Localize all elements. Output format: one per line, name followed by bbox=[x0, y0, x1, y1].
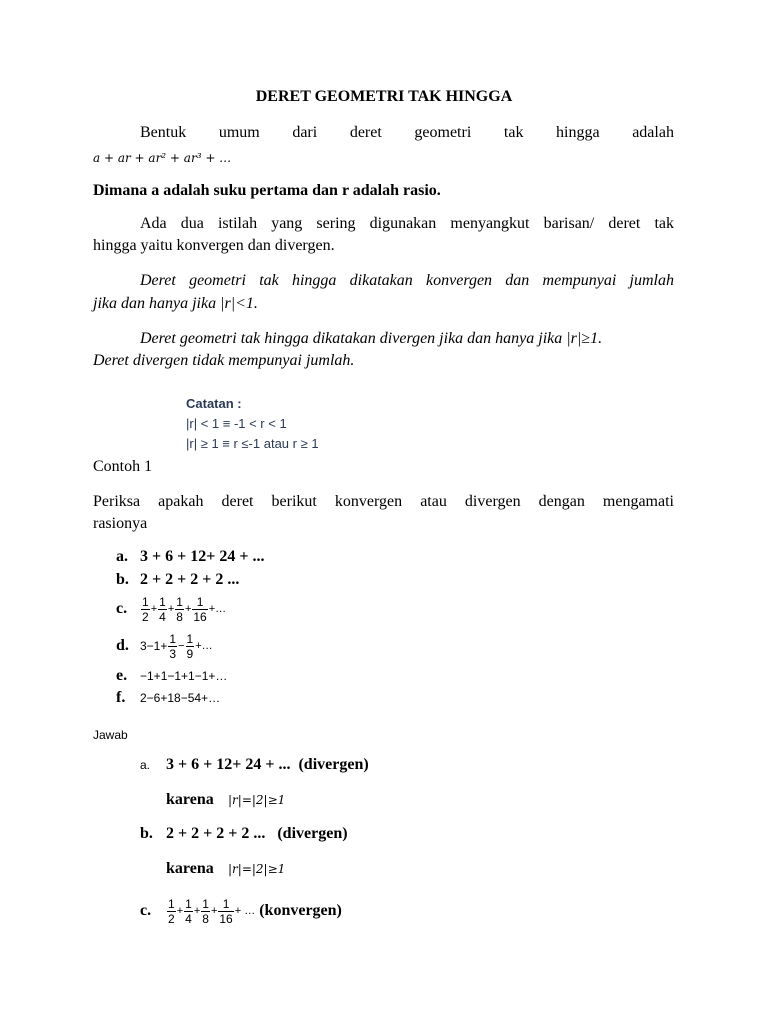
problem-b bbox=[116, 571, 239, 589]
fraction: $\frac{1}{9}$ bbox=[186, 631, 194, 661]
answer-a-reason bbox=[166, 791, 285, 809]
note-box bbox=[186, 394, 319, 454]
intro-word: adalah bbox=[632, 124, 674, 141]
note-title: Catatan : bbox=[186, 396, 242, 411]
answer-result: (konvergen) bbox=[259, 902, 342, 919]
note-line-1: |r| < 1 ≡ -1 < r < 1 bbox=[186, 416, 287, 431]
convergent-line-1: Deret geometri tak hingga dikatakan konvergen dan mempunyai jumlah bbox=[140, 272, 674, 289]
list-label: c. bbox=[116, 600, 128, 617]
intro-word: geometri bbox=[414, 124, 472, 141]
problem-e bbox=[116, 667, 227, 685]
terms-line-2: hingga yaitu konvergen dan divergen. bbox=[93, 237, 335, 254]
answer-expression: 2 + 2 + 2 + 2 ... (divergen) bbox=[166, 825, 348, 842]
series-tail: + … bbox=[234, 905, 256, 917]
fraction: $\frac{1}{3}$ bbox=[169, 631, 177, 661]
answer-b bbox=[140, 825, 348, 843]
intro-sentence bbox=[140, 122, 674, 144]
series-expression: −1+1−1+1−1+… bbox=[140, 669, 228, 683]
series-expression: 3 + 6 + 12+ 24 + ... bbox=[140, 548, 265, 565]
series-expression: 2−6+18−54+… bbox=[140, 691, 221, 705]
fraction: $\frac{1}{4}$ bbox=[185, 896, 192, 926]
list-label: b. bbox=[140, 825, 153, 842]
answer-b-reason bbox=[166, 860, 285, 878]
intro-word: umum bbox=[218, 124, 260, 141]
note-line-2: |r| ≥ 1 ≡ r ≤-1 atau r ≥ 1 bbox=[186, 436, 319, 451]
answer-a bbox=[140, 756, 369, 774]
example-prompt-line-2: rasionya bbox=[93, 515, 148, 532]
series-expression: 2 + 2 + 2 + 2 ... bbox=[140, 571, 240, 588]
fraction: $\frac{1}{16}$ bbox=[219, 896, 233, 926]
reason-word: karena bbox=[166, 860, 214, 877]
answer-expression: 3 + 6 + 12+ 24 + ... (divergen) bbox=[166, 756, 369, 773]
intro-word: Bentuk bbox=[140, 124, 187, 141]
reason-formula: |r|=|2|≥1 bbox=[228, 862, 286, 876]
list-label: a. bbox=[116, 548, 128, 565]
reason-formula: |r|=|2|≥1 bbox=[228, 793, 286, 807]
answer-c: c. $\frac{1}{2}$ + $\frac{1}{4}$ + $\frac{1}{8}$ + $\frac{1}{16}$ + … (konvergen) bbox=[140, 896, 342, 926]
fraction: $\frac{1}{2}$ bbox=[142, 594, 149, 624]
series-lead: 3−1+ bbox=[140, 639, 168, 653]
definition-text: Dimana a adalah suku pertama dan r adalah rasio. bbox=[93, 182, 441, 199]
reason-word: karena bbox=[166, 791, 214, 808]
page-title: DERET GEOMETRI TAK HINGGA bbox=[255, 88, 513, 105]
fraction: $\frac{1}{16}$ bbox=[193, 594, 207, 624]
example-heading: Contoh 1 bbox=[93, 458, 153, 475]
fraction: $\frac{1}{8}$ bbox=[176, 594, 183, 624]
intro-word: dari bbox=[292, 124, 318, 141]
divergent-line-2: Deret divergen tidak mempunyai jumlah. bbox=[93, 352, 355, 369]
fraction: $\frac{1}{2}$ bbox=[168, 896, 175, 926]
answer-heading: Jawab bbox=[93, 728, 128, 742]
series-tail: +… bbox=[195, 640, 213, 652]
divergent-line-1: Deret geometri tak hingga dikatakan divergen jika dan hanya jika |r|≥1. bbox=[140, 330, 603, 347]
convergent-line-2: jika dan hanya jika |r|<1. bbox=[93, 295, 258, 312]
problem-f bbox=[116, 689, 220, 707]
fraction: $\frac{1}{8}$ bbox=[202, 896, 209, 926]
fraction: $\frac{1}{4}$ bbox=[159, 594, 166, 624]
intro-word: deret bbox=[349, 124, 382, 141]
intro-word: tak bbox=[503, 124, 524, 141]
list-label: a. bbox=[140, 758, 151, 772]
list-label: c. bbox=[140, 902, 152, 919]
list-label: e. bbox=[116, 667, 128, 684]
example-prompt-line-1: Periksa apakah deret berikut konvergen atau divergen dengan mengamati bbox=[93, 493, 674, 510]
list-label: f. bbox=[116, 689, 126, 706]
series-tail: +… bbox=[208, 603, 227, 615]
problem-d: d. 3−1+ $\frac{1}{3}$ − $\frac{1}{9}$ +… bbox=[116, 631, 213, 661]
terms-line-1: Ada dua istilah yang sering digunakan menyangkut barisan/ deret tak bbox=[140, 215, 674, 232]
problem-a bbox=[116, 548, 264, 566]
list-label: d. bbox=[116, 637, 129, 654]
list-label: b. bbox=[116, 571, 129, 588]
problem-c: c. $\frac{1}{2}$ + $\frac{1}{4}$ + $\frac{1}{8}$ + $\frac{1}{16}$ +… bbox=[116, 594, 227, 624]
intro-word: hingga bbox=[556, 124, 600, 141]
general-form-formula: a + ar + ar² + ar³ + … bbox=[93, 151, 232, 165]
